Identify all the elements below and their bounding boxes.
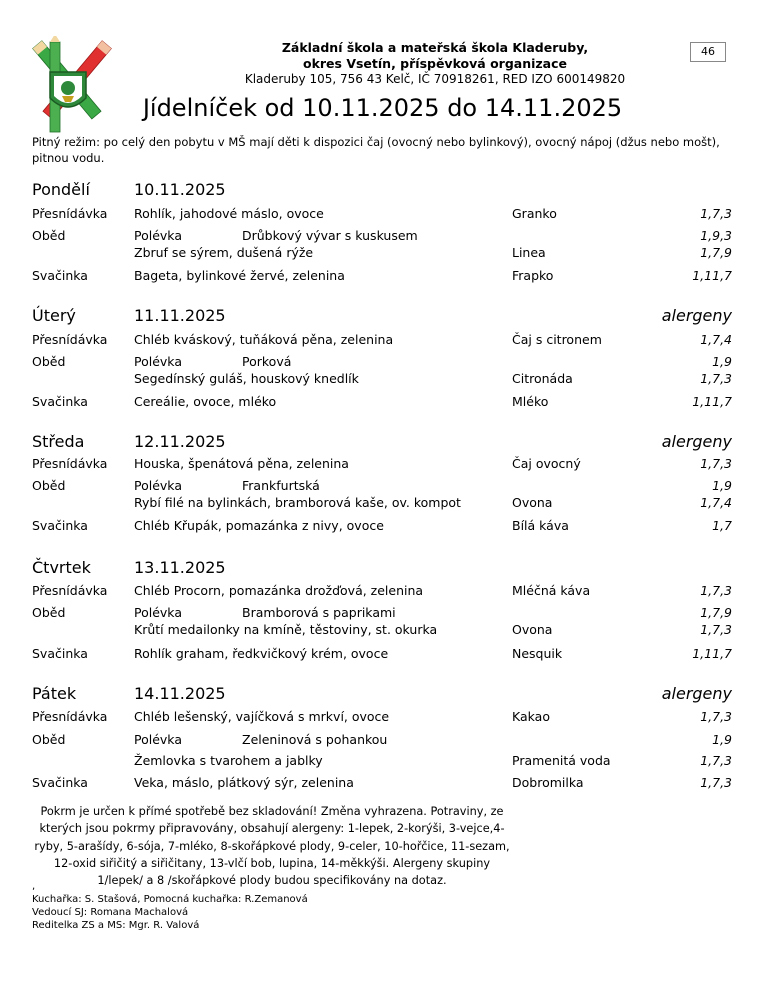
allergen-label: alergeny [661,432,732,451]
soup-name: Zeleninová s pohankou [242,732,388,747]
allergen-code: 1,7 [712,518,732,533]
head-line: Vedoucí SJ: Romana Machalová [32,907,189,918]
soup-name: Bramborová s paprikami [242,605,396,620]
meal-type: Svačinka [32,394,88,409]
meal-type: Svačinka [32,646,88,661]
meal-food: Rybí filé na bylinkách, bramborová kaše, ov. kompot [134,495,461,510]
meal-food: Krůtí medailonky na kmíně, těstoviny, st. okurka [134,622,438,637]
allergen-label: alergeny [661,684,732,703]
meal-drink: Čaj ovocný [512,456,581,471]
meal-drink: Citronáda [512,371,573,386]
school-district: okres Vsetín, příspěvková organizace [302,56,567,71]
meal-type: Svačinka [32,518,88,533]
meal-drink: Čaj s citronem [512,332,602,347]
allergen-code: 1,7,3 [700,622,732,637]
meal-food: Žemlovka s tvarohem a jablky [134,753,323,768]
day-name: Pondělí [32,180,90,199]
meal-drink: Mléko [512,394,549,409]
meal-food: Bageta, bylinkové žervé, zelenina [134,268,345,283]
allergen-code: 1,7,3 [700,456,732,471]
meal-food: Polévka [134,354,182,369]
meal-drink: Mléčná káva [512,583,591,598]
meal-drink: Kakao [512,709,550,724]
meal-drink: Nesquik [512,646,563,661]
meal-food: Chléb Křupák, pomazánka z nivy, ovoce [134,518,384,533]
meal-drink: Frapko [512,268,554,283]
meal-type: Přesnídávka [32,456,108,471]
meal-food: Cereálie, ovoce, mléko [134,394,277,409]
meal-type: Oběd [32,732,66,747]
meal-type: Přesnídávka [32,709,108,724]
meal-food: Segedínský guláš, houskový knedlík [134,371,359,386]
school-address: Kladeruby 105, 756 43 Kelč, IČ 70918261, RED IZO 600149820 [244,72,626,86]
meal-type: Oběd [32,478,66,493]
soup-name: Porková [242,354,292,369]
meal-drink: Granko [512,206,557,221]
school-name: Základní škola a mateřská škola Kladeruby, [281,40,589,55]
day-name: Čtvrtek [32,558,91,577]
allergen-code: 1,7,3 [700,753,732,768]
meal-drink: Bílá káva [512,518,569,533]
allergen-code: 1,7,4 [700,495,732,510]
meal-food: Houska, špenátová pěna, zelenina [134,456,349,471]
allergen-code: 1,7,3 [700,709,732,724]
director-line: Reditelka ZS a MS: Mgr. R. Valová [32,920,200,931]
meal-drink: Linea [512,245,546,260]
meal-food: Rohlík graham, ředkvičkový krém, ovoce [134,646,389,661]
allergen-code: 1,11,7 [692,394,732,409]
footer-mark: , [32,881,36,892]
allergen-code: 1,7,9 [700,245,732,260]
day-date: 12.11.2025 [134,432,226,451]
meal-food: Polévka [134,228,182,243]
meal-food: Chléb kváskový, tuňáková pěna, zelenina [134,332,394,347]
day-name: Středa [32,432,85,451]
allergen-code: 1,7,3 [700,206,732,221]
day-date: 11.11.2025 [134,306,226,325]
day-date: 14.11.2025 [134,684,226,703]
meal-type: Oběd [32,605,66,620]
allergen-code: 1,9 [712,354,732,369]
meal-drink: Pramenitá voda [512,753,611,768]
allergen-note: Pokrm je určen k přímé spotřebě bez skladování! Změna vyhrazena. Potraviny, ze kterých jsou pokrmy připravovány, obsahují alergeny: 1-lepek, 2-korýši, 3-vejce,4-ryby, 5-arašídy, 6-sója, 7-mléko, 8-skořápkové plody, 9-celer, 10-hořčice, 11-sezam, 12-oxid siřičitý a siřičitany, 13-vlčí bob, lupina, 14-měkkýši. Alergeny skupiny 1/lepek/ a 8 /skořápkové plody budou specifikovány na dotaz. [34,805,510,888]
allergen-code: 1,11,7 [692,268,732,283]
meal-food: Chléb Procorn, pomazánka drožďová, zelenina [134,583,424,598]
day-name: Pátek [32,684,77,703]
day-date: 10.11.2025 [134,180,226,199]
allergen-code: 1,9 [712,732,732,747]
meal-drink: Dobromilka [512,775,584,790]
meal-type: Svačinka [32,775,88,790]
page-number: 46 [690,42,726,62]
meal-food: Zbruf se sýrem, dušená rýže [134,245,314,260]
meal-food: Polévka [134,605,182,620]
allergen-label: alergeny [661,306,732,325]
allergen-code: 1,9,3 [700,228,732,243]
drink-regime: Pitný režim: po celý den pobytu v MŠ mají děti k dispozici čaj (ovocný nebo bylinkový), ovocný nápoj (džus nebo mošt), pitnou vodu. [32,135,720,165]
meal-drink: Ovona [512,495,553,510]
meal-food: Veka, máslo, plátkový sýr, zelenina [134,775,354,790]
allergen-code: 1,7,3 [700,775,732,790]
meal-food: Chléb lešenský, vajíčková s mrkví, ovoce [134,709,390,724]
meal-type: Oběd [32,228,66,243]
meal-type: Svačinka [32,268,88,283]
meal-type: Přesnídávka [32,206,108,221]
day-name: Úterý [32,306,76,325]
allergen-code: 1,9 [712,478,732,493]
meal-type: Oběd [32,354,66,369]
cooks-line: Kuchařka: S. Stašová, Pomocná kuchařka: R.Zemanová [32,894,308,905]
allergen-code: 1,7,3 [700,583,732,598]
soup-name: Drůbkový vývar s kuskusem [242,228,418,243]
page-title: Jídelníček od 10.11.2025 do 14.11.2025 [142,94,623,122]
allergen-code: 1,7,4 [700,332,732,347]
meal-food: Polévka [134,478,182,493]
allergen-code: 1,7,3 [700,371,732,386]
allergen-code: 1,7,9 [700,605,732,620]
meal-food: Polévka [134,732,182,747]
meal-food: Rohlík, jahodové máslo, ovoce [134,206,324,221]
soup-name: Frankfurtská [242,478,320,493]
allergen-code: 1,11,7 [692,646,732,661]
meal-drink: Ovona [512,622,553,637]
day-date: 13.11.2025 [134,558,226,577]
meal-type: Přesnídávka [32,583,108,598]
meal-type: Přesnídávka [32,332,108,347]
